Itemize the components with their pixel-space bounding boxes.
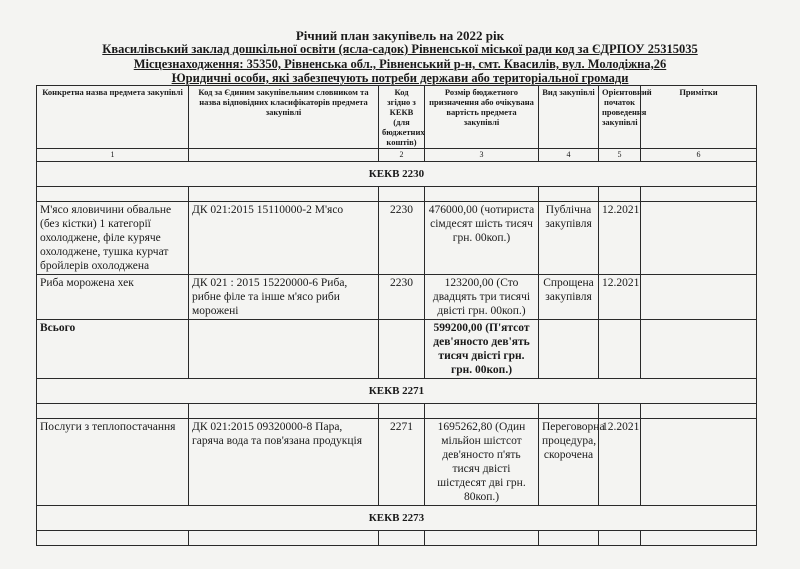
- col-header-notes: Примітки: [641, 86, 757, 149]
- plan-title: Річний план закупівель на 2022 рік: [295, 28, 505, 43]
- item-type: Переговорна процедура, скорочена: [539, 419, 599, 506]
- item-notes: [641, 419, 757, 506]
- kekv-section-row: [37, 162, 757, 187]
- total-row: [37, 320, 757, 379]
- item-notes: [641, 202, 757, 275]
- col-header-code: Код за Єдиним закупівельним словником та назва відповідних класифікаторів предмета закупівлі: [189, 86, 379, 149]
- item-amount: 123200,00 (Сто двадцять три тисячі двісті грн. 00коп.): [425, 275, 539, 320]
- col-number-3: 3: [425, 149, 539, 162]
- item-name: Риба морожена хек: [37, 275, 189, 320]
- table-header-row: [37, 86, 757, 149]
- col-number-4: 4: [539, 149, 599, 162]
- item-code: ДК 021 : 2015 15220000-6 Риба, рибне філе та інше м'ясо риби морожені: [189, 275, 379, 320]
- item-name: М'ясо яловичини обвальне (без кістки) 1 категорії охолоджене, філе куряче охолоджене, тушка курчат бройлерів охолоджена: [37, 202, 189, 275]
- table-row: [37, 275, 757, 320]
- kekv-heading: КЕКВ 2271: [37, 379, 757, 404]
- col-header-start: Орієнтовний початок проведення закупівлі: [599, 86, 641, 149]
- item-amount: 1695262,80 (Один мільйон шістсот дев'яносто п'ять тисяч двісті шістдесят дві грн. 80коп.): [425, 419, 539, 506]
- table-row: [37, 202, 757, 275]
- col-number-2: 2: [379, 149, 425, 162]
- col-header-kekv: Код згідно з КЕКВ (для бюджетних коштів): [379, 86, 425, 149]
- col-number-5: 5: [599, 149, 641, 162]
- total-label: Всього: [37, 320, 189, 379]
- procurement-table: [36, 85, 757, 546]
- item-code: ДК 021:2015 09320000-8 Пара, гаряча вода та пов'язана продукція: [189, 419, 379, 506]
- item-code: ДК 021:2015 15110000-2 М'ясо: [189, 202, 379, 275]
- item-start: 12.2021: [599, 419, 641, 506]
- item-kekv: 2230: [379, 275, 425, 320]
- legal-entities-line: Юридичні особи, які забезпечують потреби держави або територіальної громади: [171, 71, 629, 85]
- item-start: 12.2021: [599, 275, 641, 320]
- kekv-section-row: [37, 379, 757, 404]
- total-amount: 599200,00 (П'ятсот дев'яносто дев'ять тисяч двісті грн. грн. 00коп.): [425, 320, 539, 379]
- col-header-name: Конкретна назва предмета закупівлі: [37, 86, 189, 149]
- organization-line: Квасилівський заклад дошкільної освіти (ясла-садок) Рівненської міської ради код за ЄДРПОУ 25315035: [102, 42, 698, 56]
- item-start: 12.2021: [599, 202, 641, 275]
- item-amount: 476000,00 (чотириста сімдесят шість тисяч грн. 00коп.): [425, 202, 539, 275]
- spacer-row: [37, 187, 757, 202]
- item-kekv: 2271: [379, 419, 425, 506]
- kekv-section-row: [37, 506, 757, 531]
- kekv-heading: КЕКВ 2273: [37, 506, 757, 531]
- spacer-row: [37, 404, 757, 419]
- col-number-6: 6: [641, 149, 757, 162]
- col-header-type: Вид закупівлі: [539, 86, 599, 149]
- col-number-1: 1: [37, 149, 189, 162]
- table-row: [37, 419, 757, 506]
- kekv-heading: КЕКВ 2230: [37, 162, 757, 187]
- item-type: Спрощена закупівля: [539, 275, 599, 320]
- column-number-row: [37, 149, 757, 162]
- item-type: Публічна закупівля: [539, 202, 599, 275]
- col-number-empty: [189, 149, 379, 162]
- item-name: Послуги з теплопостачання: [37, 419, 189, 506]
- location-line: Місцезнаходження: 35350, Рівненська обл., Рівненський р-н, смт. Квасилів, вул. Молодіжна,26: [133, 57, 667, 71]
- col-header-amount: Розмір бюджетного призначення або очікувана вартість предмета закупівлі: [425, 86, 539, 149]
- spacer-row: [37, 531, 757, 546]
- item-kekv: 2230: [379, 202, 425, 275]
- item-notes: [641, 275, 757, 320]
